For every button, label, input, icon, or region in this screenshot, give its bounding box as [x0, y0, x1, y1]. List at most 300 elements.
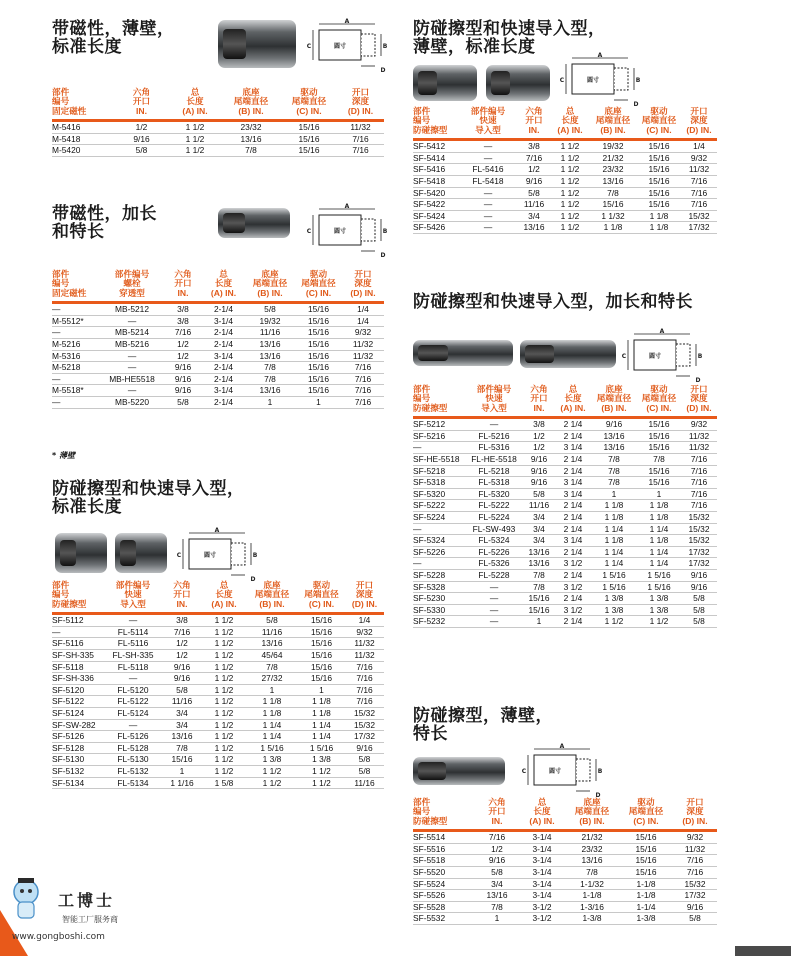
table-cell: FL-5222	[465, 500, 523, 512]
table-cell: 7/16	[673, 855, 717, 867]
table-cell: 1	[162, 765, 202, 777]
table-row	[413, 442, 717, 454]
table-cell: SF-SH-335	[52, 650, 104, 662]
table-cell: 7/16	[337, 145, 384, 157]
table-row	[413, 913, 717, 925]
table-cell: 5/8	[162, 684, 202, 696]
table-cell: 3/8	[164, 315, 202, 327]
section-title-antiscratch-standard: 防碰擦型和快速导入型， 标准长度	[52, 479, 245, 517]
table-cell: 1	[523, 616, 555, 628]
table-cell: 1-3/8	[565, 913, 619, 925]
table-cell: SF-5526	[413, 890, 475, 902]
table-cell: 9/32	[681, 152, 717, 164]
dimension-label-c: C	[306, 43, 312, 50]
table-row	[52, 339, 384, 351]
table-cell: 11/16	[517, 199, 551, 211]
table-cell: 1 1/16	[162, 777, 202, 789]
table-cell: 1	[298, 684, 345, 696]
table-cell: SF-5416	[413, 164, 459, 176]
table-cell: 15/16	[162, 754, 202, 766]
socket-photo-long	[218, 208, 290, 238]
table-cell: 1 1/4	[591, 546, 637, 558]
table-cell: 11/32	[681, 430, 717, 442]
table-cell: 9/16	[523, 477, 555, 489]
table-cell: 5/8	[517, 187, 551, 199]
table-cell: 15/16	[637, 187, 681, 199]
dimension-diagram	[305, 18, 387, 74]
table-cell: 17/32	[345, 731, 384, 743]
table-row	[413, 616, 717, 628]
table-cell: 15/16	[295, 315, 342, 327]
table-cell: 7/16	[345, 661, 384, 673]
column-header: 驱动 尾端直径 (C) IN.	[281, 88, 337, 121]
table-cell: 1 1/8	[637, 535, 681, 547]
dimension-label-d: D	[380, 252, 386, 259]
table-cell: 1-1/4	[619, 901, 673, 913]
table-cell: —	[104, 673, 162, 685]
table-cell: 1 1/8	[637, 500, 681, 512]
socket-photo	[55, 533, 107, 573]
table-cell: —	[100, 315, 164, 327]
dimension-diagram	[520, 743, 602, 799]
table-cell: 9/16	[345, 742, 384, 754]
table-cell: 15/16	[298, 638, 345, 650]
table-header-row	[52, 581, 384, 614]
table-cell: 1 1/4	[637, 523, 681, 535]
table-cell: —	[413, 558, 465, 570]
table-cell: 1 3/8	[637, 604, 681, 616]
table-cell: SF-5424	[413, 210, 459, 222]
table-row	[413, 210, 717, 222]
dimension-label-c: C	[621, 353, 627, 360]
socket-photo-long	[520, 340, 616, 368]
table-row	[413, 843, 717, 855]
table-cell: 5/8	[345, 765, 384, 777]
table-cell: —	[459, 140, 517, 153]
table-cell: 11/32	[345, 650, 384, 662]
table-cell: 3-1/4	[519, 878, 565, 890]
table-cell: 13/16	[475, 890, 519, 902]
dimension-label-a: A	[344, 18, 350, 25]
table-cell: 13/16	[245, 350, 295, 362]
table-cell: SF-5126	[52, 731, 104, 743]
table-cell: 15/32	[681, 210, 717, 222]
table-cell: 21/32	[565, 831, 619, 844]
dimension-diagram	[620, 328, 702, 384]
table-cell: 1-1/32	[565, 878, 619, 890]
section-title-magnetic-long: 带磁性，加长 和特长	[52, 204, 157, 242]
table-cell: 1	[591, 488, 637, 500]
dimension-label-b: B	[697, 353, 702, 360]
table-cell: 5/8	[345, 754, 384, 766]
table-cell: 15/16	[295, 327, 342, 339]
table-cell: 1 5/16	[637, 581, 681, 593]
table-cell: 2-1/4	[202, 339, 245, 351]
socket-photo	[413, 65, 477, 101]
table-cell: 1 1/8	[246, 696, 298, 708]
table-cell: 17/32	[681, 558, 717, 570]
table-cell: 3 1/2	[555, 558, 591, 570]
table-cell: —	[459, 187, 517, 199]
dimension-label-size: 圆寸	[648, 353, 662, 360]
table-cell: 9/32	[345, 626, 384, 638]
table-row	[413, 901, 717, 913]
table-cell: 1/2	[523, 430, 555, 442]
column-header: 部件编号 快速 导入型	[465, 385, 523, 418]
column-header: 驱动 尾端直径 (C) IN.	[298, 581, 345, 614]
table-cell: SF-5216	[413, 430, 465, 442]
column-header: 六角 开口 IN.	[517, 107, 551, 140]
table-cell: SF-5224	[413, 511, 465, 523]
table-cell: 15/16	[619, 867, 673, 879]
table-cell: FL-5416	[459, 164, 517, 176]
table-cell: 1 1/4	[298, 731, 345, 743]
table-cell: 7/8	[589, 187, 637, 199]
table-row	[413, 558, 717, 570]
table-row	[52, 396, 384, 408]
table-cell: SF-5120	[52, 684, 104, 696]
table-cell: 1	[295, 396, 342, 408]
table-row	[413, 593, 717, 605]
table-cell: 5/8	[164, 396, 202, 408]
table-cell: 19/32	[245, 315, 295, 327]
table-row	[413, 546, 717, 558]
table-cell: 15/16	[637, 152, 681, 164]
table-cell: SF-5516	[413, 843, 475, 855]
table-cell: 15/16	[637, 176, 681, 188]
table-cell: 2-1/4	[202, 373, 245, 385]
column-header: 驱动 尾端直径 (C) IN.	[637, 385, 681, 418]
table-cell: 15/16	[298, 626, 345, 638]
column-header: 部件 编号 固定磁性	[52, 88, 114, 121]
table-row	[413, 152, 717, 164]
table-cell: 27/32	[246, 673, 298, 685]
table-cell: 1 1/8	[589, 222, 637, 234]
table-cell: 2-1/4	[202, 327, 245, 339]
table-cell: 13/16	[591, 442, 637, 454]
column-header: 总 长度 (A) IN.	[555, 385, 591, 418]
table-cell: 7/8	[221, 145, 281, 157]
table-cell: 2 1/4	[555, 465, 591, 477]
table-cell: FL-5318	[465, 477, 523, 489]
table-cell: SF-5122	[52, 696, 104, 708]
column-header: 总 长度 (A) IN.	[202, 270, 245, 303]
table-cell: 7/8	[591, 454, 637, 466]
table-cell: 15/16	[589, 199, 637, 211]
table-cell: FL-5116	[104, 638, 162, 650]
table-row	[413, 831, 717, 844]
table-cell: 21/32	[589, 152, 637, 164]
table-cell: 1 1/2	[551, 176, 589, 188]
table-cell: FL-5118	[104, 661, 162, 673]
table-row	[413, 855, 717, 867]
table-cell: —	[413, 523, 465, 535]
table-cell: 7/8	[523, 569, 555, 581]
table-cell: 1-1/8	[619, 878, 673, 890]
table-cell: 1 1/4	[637, 546, 681, 558]
table-row	[52, 661, 384, 673]
table-cell: 1 1/8	[298, 707, 345, 719]
table-cell: SF-5318	[413, 477, 465, 489]
table-cell: 15/32	[681, 523, 717, 535]
table-cell: 1 5/16	[591, 581, 637, 593]
column-header: 六角 开口 IN.	[164, 270, 202, 303]
column-header: 六角 开口 IN.	[523, 385, 555, 418]
table-cell: 5/8	[246, 614, 298, 627]
table-cell: 2 1/4	[555, 523, 591, 535]
table-cell: 5/8	[681, 604, 717, 616]
table-cell: 9/16	[517, 176, 551, 188]
table-cell: 13/16	[221, 133, 281, 145]
table-cell: 13/16	[523, 558, 555, 570]
table-cell: 7/8	[591, 465, 637, 477]
table-cell: 1 1/4	[591, 523, 637, 535]
table-cell: 7/8	[591, 477, 637, 489]
table-row	[413, 199, 717, 211]
table-cell: 7/16	[681, 176, 717, 188]
dimension-label-b: B	[597, 768, 602, 775]
table-cell: —	[104, 614, 162, 627]
table-cell: 15/16	[295, 350, 342, 362]
table-row	[413, 535, 717, 547]
table-cell: —	[465, 581, 523, 593]
table-cell: M-5416	[52, 121, 114, 134]
table-cell: 5/8	[475, 867, 519, 879]
section-title-antiscratch-thin-standard: 防碰擦型和快速导入型， 薄壁，标准长度	[413, 19, 606, 57]
table-cell: 11/16	[345, 777, 384, 789]
column-header: 底座 尾端直径 (B) IN.	[591, 385, 637, 418]
table-row	[52, 731, 384, 743]
table-cell: 1	[475, 913, 519, 925]
table-cell: 3/8	[523, 418, 555, 431]
table-cell: 23/32	[565, 843, 619, 855]
table-cell: 1-1/8	[619, 890, 673, 902]
table-cell: 1 1/4	[591, 558, 637, 570]
table-cell: 1 1/2	[591, 616, 637, 628]
table-header-row	[413, 107, 717, 140]
spec-table-s4	[413, 107, 717, 234]
table-cell: 23/32	[589, 164, 637, 176]
table-cell: 7/16	[681, 454, 717, 466]
table-cell: 15/16	[295, 385, 342, 397]
table-cell: FL-5418	[459, 176, 517, 188]
table-cell: —	[459, 210, 517, 222]
table-cell: SF-5118	[52, 661, 104, 673]
dimension-label-d: D	[250, 576, 256, 583]
table-row	[52, 626, 384, 638]
table-cell: 9/16	[114, 133, 169, 145]
table-row	[52, 719, 384, 731]
table-cell: 7/16	[345, 684, 384, 696]
table-cell: M-5316	[52, 350, 100, 362]
spec-table-s6	[413, 798, 717, 925]
table-cell: 1/2	[475, 843, 519, 855]
table-cell: FL-5134	[104, 777, 162, 789]
table-cell: 2 1/4	[555, 511, 591, 523]
table-cell: 13/16	[589, 176, 637, 188]
dimension-label-d: D	[695, 377, 701, 384]
table-cell: FL-SH-335	[104, 650, 162, 662]
table-cell: SF-5520	[413, 867, 475, 879]
table-cell: FL-SW-493	[465, 523, 523, 535]
table-cell: 1 1/2	[246, 765, 298, 777]
table-cell: 11/16	[245, 327, 295, 339]
table-cell: 1 1/8	[246, 707, 298, 719]
table-cell: 1 1/2	[202, 650, 246, 662]
table-cell: —	[52, 327, 100, 339]
dimension-label-size: 圆寸	[333, 228, 347, 235]
table-row	[413, 176, 717, 188]
table-cell: 5/8	[681, 616, 717, 628]
table-cell: 9/32	[342, 327, 384, 339]
table-cell: —	[100, 350, 164, 362]
table-cell: 13/16	[162, 731, 202, 743]
table-cell: 1	[246, 684, 298, 696]
table-cell: 1/2	[164, 350, 202, 362]
table-cell: SF-5134	[52, 777, 104, 789]
table-cell: 11/32	[681, 442, 717, 454]
table-row	[52, 145, 384, 157]
dimension-label-a: A	[559, 743, 565, 750]
table-cell: 7/8	[565, 867, 619, 879]
table-cell: M-5518*	[52, 385, 100, 397]
dimension-label-b: B	[635, 77, 640, 84]
table-cell: 3 1/2	[555, 581, 591, 593]
table-cell: 3/4	[162, 707, 202, 719]
table-cell: 11/16	[246, 626, 298, 638]
table-cell: —	[52, 626, 104, 638]
table-cell: FL-5316	[465, 442, 523, 454]
table-cell: 1 1/2	[202, 742, 246, 754]
table-cell: 7/16	[342, 373, 384, 385]
table-row	[52, 327, 384, 339]
table-cell: 15/32	[681, 535, 717, 547]
table-cell: 1 3/8	[591, 604, 637, 616]
table-cell: 15/16	[619, 855, 673, 867]
column-header: 开口 深度 (D) IN.	[345, 581, 384, 614]
table-cell: SF-5328	[413, 581, 465, 593]
table-row	[413, 164, 717, 176]
table-cell: 15/16	[637, 430, 681, 442]
column-header: 部件 编号 防碰擦型	[413, 385, 465, 418]
table-cell: 13/16	[591, 430, 637, 442]
table-cell: —	[104, 719, 162, 731]
table-cell: 7/16	[681, 500, 717, 512]
company-logo	[0, 870, 150, 956]
table-cell: FL-5216	[465, 430, 523, 442]
table-cell: 1 1/8	[637, 222, 681, 234]
table-cell: 45/64	[246, 650, 298, 662]
table-row	[52, 754, 384, 766]
table-cell: 1 1/8	[298, 696, 345, 708]
table-cell: 1-3/16	[565, 901, 619, 913]
table-cell: MB-5212	[100, 303, 164, 316]
socket-photo	[115, 533, 167, 573]
table-cell: 9/16	[164, 362, 202, 374]
table-cell: 1 3/8	[591, 593, 637, 605]
table-cell: 15/16	[637, 477, 681, 489]
dimension-label-d: D	[380, 67, 386, 74]
table-row	[52, 315, 384, 327]
table-row	[52, 650, 384, 662]
table-cell: 2-1/4	[202, 362, 245, 374]
table-cell: FL-5218	[465, 465, 523, 477]
dimension-label-a: A	[214, 527, 220, 534]
dimension-label-c: C	[176, 552, 182, 559]
table-cell: 1/2	[523, 442, 555, 454]
dimension-diagram	[175, 527, 257, 583]
table-cell: 15/16	[298, 650, 345, 662]
column-header: 部件编号 螺栓 穿透型	[100, 270, 164, 303]
page-corner-bar	[735, 946, 791, 956]
table-cell: 1 5/16	[298, 742, 345, 754]
table-row	[52, 638, 384, 650]
table-cell: SF-5222	[413, 500, 465, 512]
socket-photo	[218, 20, 296, 68]
table-cell: 1 1/2	[551, 210, 589, 222]
column-header: 开口 深度 (D) IN.	[681, 107, 717, 140]
table-row	[52, 350, 384, 362]
table-cell: 7/8	[523, 581, 555, 593]
socket-photo-long	[413, 757, 505, 785]
table-cell: 3/4	[523, 523, 555, 535]
table-cell: SF-5320	[413, 488, 465, 500]
table-cell: 9/16	[162, 661, 202, 673]
column-header: 总 长度 (A) IN.	[519, 798, 565, 831]
table-row	[413, 581, 717, 593]
table-cell: 15/16	[298, 614, 345, 627]
table-cell: —	[465, 418, 523, 431]
table-row	[52, 673, 384, 685]
table-cell: 15/16	[523, 593, 555, 605]
section-title-antiscratch-thin-extralong: 防碰擦型，薄壁， 特长	[413, 706, 553, 744]
table-cell: 1 1/2	[551, 140, 589, 153]
table-cell: 1	[637, 488, 681, 500]
table-row	[413, 465, 717, 477]
table-header-row	[413, 385, 717, 418]
table-cell: 5/8	[681, 593, 717, 605]
column-header: 驱动 尾端直径 (C) IN.	[295, 270, 342, 303]
table-cell: 1 1/2	[169, 145, 221, 157]
dimension-label-size: 圆寸	[586, 77, 600, 84]
table-cell: 9/16	[673, 901, 717, 913]
table-cell: 7/16	[681, 465, 717, 477]
table-cell: 15/16	[619, 843, 673, 855]
table-cell: SF-5124	[52, 707, 104, 719]
table-cell: 7/8	[475, 901, 519, 913]
table-cell: 1 1/2	[202, 673, 246, 685]
table-cell: 1 5/16	[637, 569, 681, 581]
column-header: 底座 尾端直径 (B) IN.	[245, 270, 295, 303]
table-cell: 3/8	[162, 614, 202, 627]
spec-table-s2	[52, 270, 384, 409]
table-cell: 1 1/2	[202, 754, 246, 766]
table-cell: M-5218	[52, 362, 100, 374]
table-cell: MB-5214	[100, 327, 164, 339]
table-cell: 3/8	[517, 140, 551, 153]
table-cell: 7/16	[681, 187, 717, 199]
dimension-label-b: B	[382, 43, 387, 50]
table-cell: 1 1/2	[169, 121, 221, 134]
table-header-row	[52, 88, 384, 121]
table-cell: 15/16	[298, 673, 345, 685]
table-cell: 3-1/4	[202, 350, 245, 362]
table-cell: M-5418	[52, 133, 114, 145]
table-cell: 3-1/4	[519, 855, 565, 867]
table-row	[413, 511, 717, 523]
column-header: 六角 开口 IN.	[475, 798, 519, 831]
table-cell: 1 1/2	[202, 661, 246, 673]
